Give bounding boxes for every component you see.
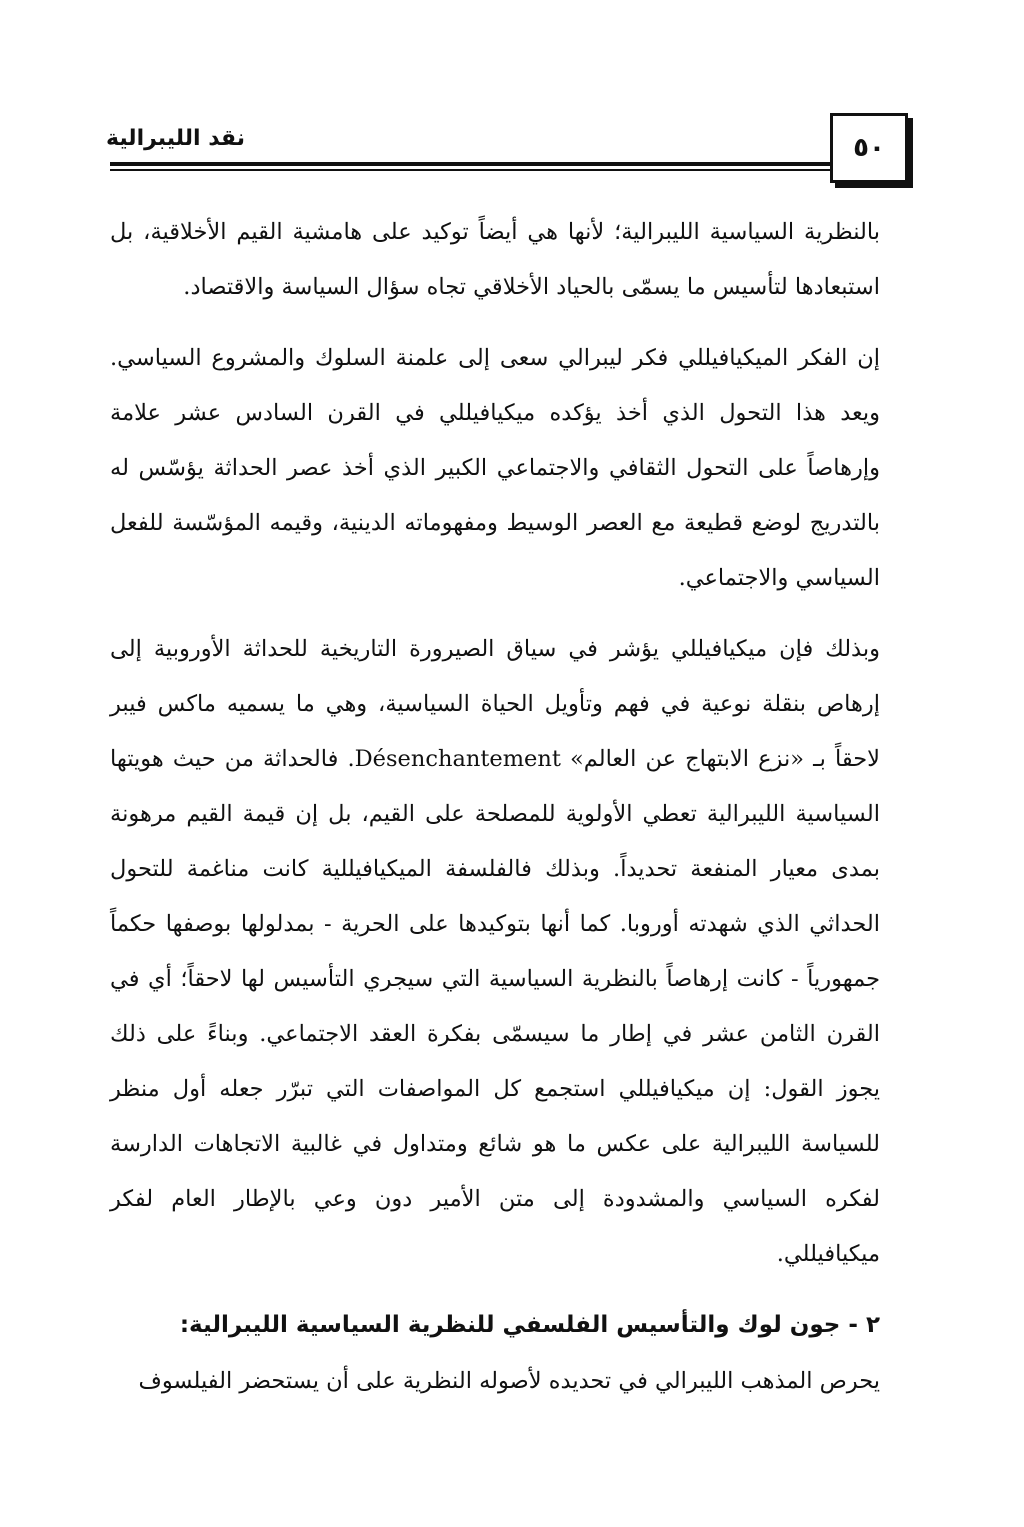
page-header	[105, 110, 910, 190]
page-body	[110, 205, 880, 1409]
paragraph-2: إن الفكر الميكيافيللي فكر ليبرالي سعى إلى علمنة السلوك والمشروع السياسي. ويعد هذا التحول الذي أخذ يؤكده ميكيافيللي في القرن السادس عشر علامة وإرهاصاً على التحول الثقافي والاجتماعي الكبير الذي أخذ عصر الحداثة يؤسّس له بالتدريج لوضع قطيعة مع العصر الوسيط ومفهوماته الدينية، وقيمه المؤسّسة للفعل السياسي والاجتماعي.	[110, 345, 880, 591]
page-number: ٥٠	[853, 133, 885, 163]
paragraph-3	[110, 622, 880, 1282]
paragraph-3-text-a: وبذلك فإن ميكيافيللي يؤشر في سياق الصيرورة التاريخية للحداثة الأوروبية إلى إرهاص بنقلة نوعية في فهم وتأويل الحياة السياسية، وهي ما يسميه ماكس فيبر لاحقاً بـ «نزع الابتهاج عن العالم»	[110, 636, 880, 772]
paragraph-3-text-b: . فالحداثة من حيث هويتها السياسية الليبرالية تعطي الأولوية للمصلحة على القيم، بل إن قيمة القيم مرهونة بمدى معيار المنفعة تحديداً. وبذلك فالفلسفة الميكيافيللية كانت مناغمة للتحول الحداثي الذي شهدته أوروبا. كما أنها بتوكيدها على الحرية - بمدلولها بوصفها حكماً جمهورياً - كانت إرهاصاً بالنظرية السياسية التي سيجري التأسيس لها لاحقاً؛ أي في القرن الثامن عشر في إطار ما سيسمّى بفكرة العقد الاجتماعي. وبناءً على ذلك يجوز القول: إن ميكيافيللي استجمع كل المواصفات التي تبرّر جعله أول منظر للسياسة الليبرالية على عكس ما هو شائع ومتداول في غالبية الاتجاهات الدارسة لفكره السياسي والمشدودة إلى متن الأمير دون وعي بالإطار العام لفكر ميكيافيللي.	[110, 746, 880, 1267]
header-rule-thick	[110, 162, 840, 166]
paragraph-1: بالنظرية السياسية الليبرالية؛ لأنها هي أيضاً توكيد على هامشية القيم الأخلاقية، بل استبعادها لتأسيس ما يسمّى بالحياد الأخلاقي تجاه سؤال السياسة والاقتصاد.	[110, 219, 880, 300]
running-title: نقد الليبرالية	[105, 126, 245, 151]
section-heading: ٢ - جون لوك والتأسيس الفلسفي للنظرية السياسية الليبرالية:	[179, 1312, 880, 1338]
page-number-box	[830, 113, 908, 183]
header-rule-thin	[110, 169, 840, 171]
paragraph-4: يحرص المذهب الليبرالي في تحديده لأصوله النظرية على أن يستحضر الفيلسوف	[138, 1368, 880, 1394]
french-term: Désenchantement	[354, 746, 561, 772]
